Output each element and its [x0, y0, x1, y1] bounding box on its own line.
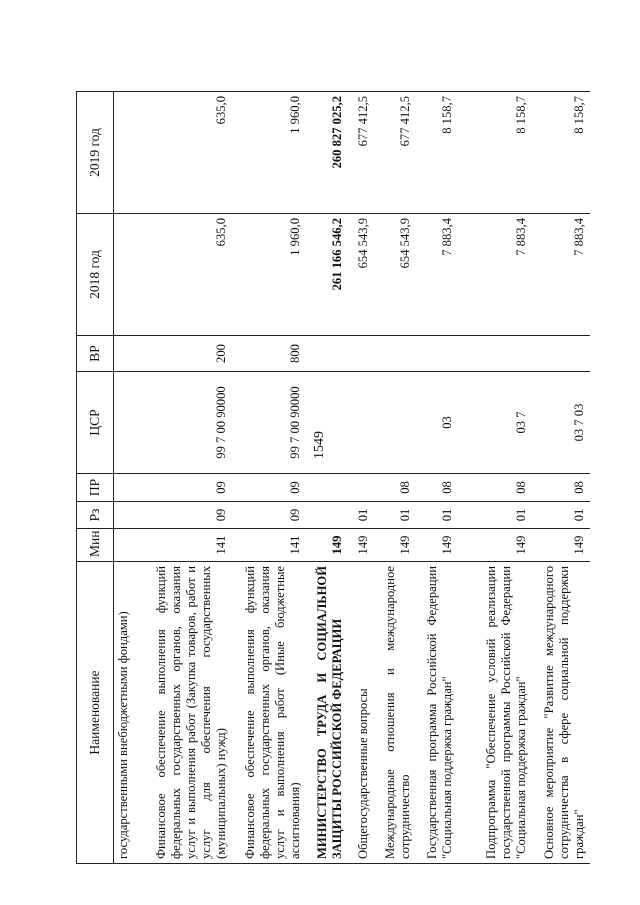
row-vr	[374, 336, 416, 372]
header-2019: 2019 год	[77, 92, 114, 214]
row-rz: 09	[140, 502, 232, 529]
table-row	[374, 92, 416, 864]
header-vr: ВР	[77, 336, 114, 372]
row-min: 149	[458, 529, 532, 562]
row-min: 141	[232, 529, 306, 562]
header-row	[77, 92, 114, 864]
row-2019: 677 412,5	[374, 92, 416, 214]
row-csr	[114, 372, 140, 474]
table-row	[114, 92, 140, 864]
row-2018: 654 543,9	[374, 214, 416, 336]
row-min: 149	[348, 529, 374, 562]
table-row	[232, 92, 306, 864]
row-min	[114, 529, 140, 562]
row-vr	[458, 336, 532, 372]
row-2018	[114, 214, 140, 336]
row-csr: 03 7 03	[532, 372, 590, 474]
row-2018: 635,0	[140, 214, 232, 336]
row-name: Общегосударственные вопросы	[348, 562, 374, 864]
row-csr: 99 7 00 90000	[140, 372, 232, 474]
header-pr: ПР	[77, 474, 114, 502]
row-rz: 01	[458, 502, 532, 529]
row-2019: 260 827 025,2	[306, 92, 348, 214]
row-vr	[348, 336, 374, 372]
row-rz	[306, 502, 348, 529]
row-pr: 09	[232, 474, 306, 502]
row-pr: 08	[458, 474, 532, 502]
row-min: 149	[374, 529, 416, 562]
row-vr: 200	[140, 336, 232, 372]
row-name: Финансовое обеспечение выполнения функций федеральных государственных органов, оказания услуг и выполнения работ (Иные бюджетные ассигнования)	[232, 562, 306, 864]
row-pr	[348, 474, 374, 502]
row-2018: 7 883,4	[532, 214, 590, 336]
row-pr	[114, 474, 140, 502]
row-name: Государственная программа Российской Федерации "Социальная поддержка граждан"	[416, 562, 458, 864]
page-number: 1549	[312, 431, 327, 459]
header-min: Мин	[77, 529, 114, 562]
row-vr	[114, 336, 140, 372]
header-2018: 2018 год	[77, 214, 114, 336]
row-min: 149	[416, 529, 458, 562]
rotated-page-content	[76, 92, 587, 864]
row-name: МИНИСТЕРСТВО ТРУДА И СОЦИАЛЬНОЙ ЗАЩИТЫ РОССИЙСКОЙ ФЕДЕРАЦИИ	[306, 562, 348, 864]
row-csr	[348, 372, 374, 474]
row-2018: 7 883,4	[416, 214, 458, 336]
row-min: 149	[306, 529, 348, 562]
row-name: государственными внебюджетными фондами)	[114, 562, 140, 864]
row-2019: 8 158,7	[532, 92, 590, 214]
row-2019: 8 158,7	[458, 92, 532, 214]
row-min: 141	[140, 529, 232, 562]
row-min: 149	[532, 529, 590, 562]
row-csr	[306, 372, 348, 474]
table-row	[306, 92, 348, 864]
header-rz: Рз	[77, 502, 114, 529]
table-row	[140, 92, 232, 864]
row-pr: 08	[374, 474, 416, 502]
table-row	[348, 92, 374, 864]
header-csr: ЦСР	[77, 372, 114, 474]
row-pr: 08	[416, 474, 458, 502]
row-rz: 09	[232, 502, 306, 529]
row-2019	[114, 92, 140, 214]
row-csr: 99 7 00 90000	[232, 372, 306, 474]
row-vr	[416, 336, 458, 372]
row-pr	[306, 474, 348, 502]
row-2018: 1 960,0	[232, 214, 306, 336]
table-row	[532, 92, 590, 864]
row-rz	[114, 502, 140, 529]
row-csr: 03	[416, 372, 458, 474]
row-2018: 654 543,9	[348, 214, 374, 336]
table-row	[458, 92, 532, 864]
row-2019: 677 412,5	[348, 92, 374, 214]
table-row	[416, 92, 458, 864]
row-rz: 01	[348, 502, 374, 529]
row-pr: 09	[140, 474, 232, 502]
row-name: Финансовое обеспечение выполнения функций федеральных государственных органов, оказания услуг и выполнения работ (Закупка товаров, работ и услуг для обеспечения государственных (муниципальных) нужд)	[140, 562, 232, 864]
row-rz: 01	[416, 502, 458, 529]
row-csr	[374, 372, 416, 474]
row-name: Подпрограмма "Обеспечение условий реализации государственной программы Российской Федерации "Социальная поддержка граждан"	[458, 562, 532, 864]
row-rz: 01	[532, 502, 590, 529]
budget-table	[76, 91, 590, 864]
row-2019: 1 960,0	[232, 92, 306, 214]
row-csr: 03 7	[458, 372, 532, 474]
row-vr	[532, 336, 590, 372]
row-2018: 7 883,4	[458, 214, 532, 336]
row-name: Основное мероприятие "Развитие международного сотрудничества в сфере социальной поддержки граждан"	[532, 562, 590, 864]
row-2018: 261 166 546,2	[306, 214, 348, 336]
row-pr: 08	[532, 474, 590, 502]
row-rz: 01	[374, 502, 416, 529]
row-2019: 8 158,7	[416, 92, 458, 214]
row-name: Международные отношения и международное сотрудничество	[374, 562, 416, 864]
row-2019: 635,0	[140, 92, 232, 214]
row-vr: 800	[232, 336, 306, 372]
row-vr	[306, 336, 348, 372]
header-name: Наименование	[77, 562, 114, 864]
